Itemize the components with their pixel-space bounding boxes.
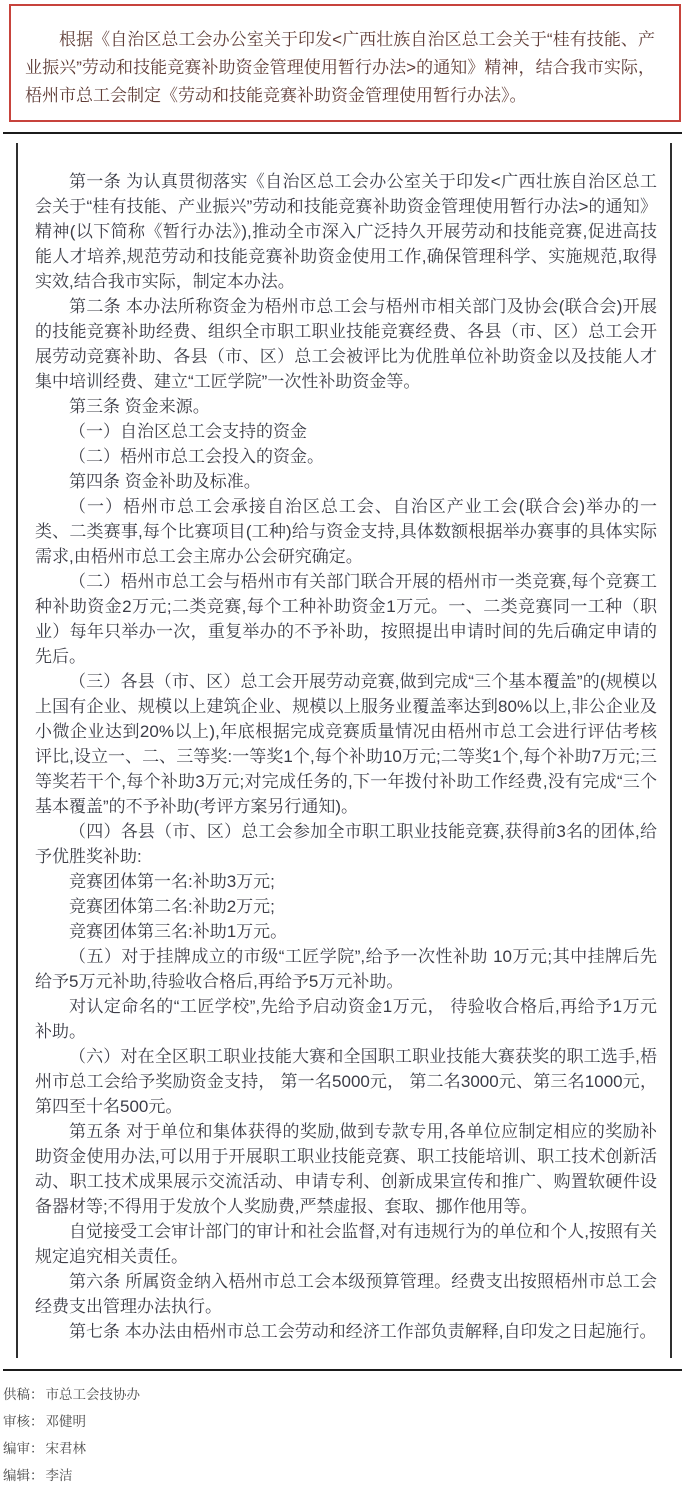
paragraph: 第七条 本办法由梧州市总工会劳动和经济工作部负责解释,自印发之日起施行。	[69, 1322, 657, 1341]
reviewer-label: 审核：	[3, 1414, 44, 1429]
paragraph: 第五条 对于单位和集体获得的奖励,做到专款专用,各单位应制定相应的奖励补助资金使用办法,可以用于开展职工职业技能竞赛、职工技能培训、职工技术创新活动、职工技术成果展示交流活动、申请专利、创新成果宣传和推广、购置软硬件设备器材等;不得用于发放个人奖励费,严禁虚报、套取、挪作他用等。	[35, 1122, 657, 1216]
paragraph: （二）梧州市总工会投入的资金。	[69, 447, 324, 466]
paragraph: 第六条 所属资金纳入梧州市总工会本级预算管理。经费支出按照梧州市总工会经费支出管理办法执行。	[35, 1272, 657, 1316]
contributor-value: 市总工会技协办	[45, 1387, 140, 1402]
article-body	[16, 143, 672, 1358]
intro-text: 根据《自治区总工会办公室关于印发<广西壮族自治区总工会关于“桂有技能、产业振兴”劳动和技能竞赛补助资金管理使用暂行办法>的通知》精神，结合我市实际，梧州市总工会制定《劳动和技能竞赛补助资金管理使用暂行办法》。	[25, 30, 655, 105]
paragraph: （一）自治区总工会支持的资金	[69, 422, 307, 441]
paragraph: 第四条 资金补助及标准。	[69, 472, 261, 491]
paragraph: （六）对在全区职工职业技能大赛和全国职工职业技能大赛获奖的职工选手,梧州市总工会给予奖励资金支持， 第一名5000元， 第二名3000元、第三名1000元，第四至十名500元。	[35, 1047, 657, 1116]
paragraph: （一）梧州市总工会承接自治区总工会、自治区产业工会(联合会)举办的一类、二类赛事,每个比赛项目(工种)给与资金支持,具体数额根据举办赛事的具体实际需求,由梧州市总工会主席办公会研究确定。	[35, 497, 657, 566]
editor-label: 编辑：	[3, 1468, 44, 1483]
paragraph: 竞赛团体第三名:补助1万元。	[69, 922, 288, 941]
paragraph: 竞赛团体第一名:补助3万元;	[69, 872, 275, 891]
top-divider	[3, 132, 682, 134]
reviewer-row	[3, 1414, 686, 1429]
reviewer-value: 邓健明	[45, 1414, 86, 1429]
paragraph: 第三条 资金来源。	[69, 397, 210, 416]
paragraph: 自觉接受工会审计部门的审计和社会监督,对有违规行为的单位和个人,按照有关规定追究相关责任。	[35, 1222, 657, 1266]
paragraph: （五）对于挂牌成立的市级“工匠学院”,给予一次性补助 10万元;其中挂牌后先给予5万元补助,待验收合格后,再给予5万元补助。	[35, 947, 657, 991]
editor-reviewer-label: 编审：	[3, 1441, 44, 1456]
paragraph: （四）各县（市、区）总工会参加全市职工职业技能竞赛,获得前3名的团体,给予优胜奖补助:	[35, 822, 657, 866]
contributor-row	[3, 1387, 686, 1402]
paragraph: 竞赛团体第二名:补助2万元;	[69, 897, 275, 916]
editor-reviewer-row	[3, 1441, 686, 1456]
contributor-label: 供稿：	[3, 1387, 44, 1402]
paragraph: （三）各县（市、区）总工会开展劳动竞赛,做到完成“三个基本覆盖”的(规模以上国有企业、规模以上建筑企业、规模以上服务业覆盖率达到80%以上,非公企业及小微企业达到20%以上),年底根据完成竞赛质量情况由梧州市总工会进行评估考核评比,设立一、二、三等奖:一等奖1个,每个补助10万元;二等奖1个,每个补助7万元;三等奖若干个,每个补助3万元;对完成任务的,下一年拨付补助工作经费,没有完成“三个基本覆盖”的不予补助(考评方案另行通知)。	[35, 672, 657, 816]
editor-reviewer-value: 宋君林	[45, 1441, 86, 1456]
article-footer	[0, 1371, 686, 1501]
intro-quote-box	[9, 4, 681, 122]
paragraph: （二）梧州市总工会与梧州市有关部门联合开展的梧州市一类竞赛,每个竞赛工种补助资金2万元;二类竞赛,每个工种补助资金1万元。一、二类竞赛同一工种（职业）每年只举办一次，重复举办的不予补助，按照提出申请时间的先后确定申请的先后。	[35, 572, 657, 666]
editor-value: 李洁	[45, 1468, 73, 1483]
paragraph: 第一条 为认真贯彻落实《自治区总工会办公室关于印发<广西壮族自治区总工会关于“桂有技能、产业振兴”劳动和技能竞赛补助资金管理使用暂行办法>的通知》精神(以下简称《暂行办法》),推动全市深入广泛持久开展劳动和技能竞赛,促进高技能人才培养,规范劳动和技能竞赛补助资金使用工作,确保管理科学、实施规范,取得实效,结合我市实际，制定本办法。	[35, 172, 657, 291]
editor-row	[3, 1468, 686, 1483]
paragraph: 第二条 本办法所称资金为梧州市总工会与梧州市相关部门及协会(联合会)开展的技能竞赛补助经费、组织全市职工职业技能竞赛经费、各县（市、区）总工会开展劳动竞赛补助、各县（市、区）总工会被评比为优胜单位补助资金以及技能人才集中培训经费、建立“工匠学院”一次性补助资金等。	[35, 297, 657, 391]
paragraph: 对认定命名的“工匠学校”,先给予启动资金1万元， 待验收合格后,再给予1万元补助。	[35, 997, 657, 1041]
